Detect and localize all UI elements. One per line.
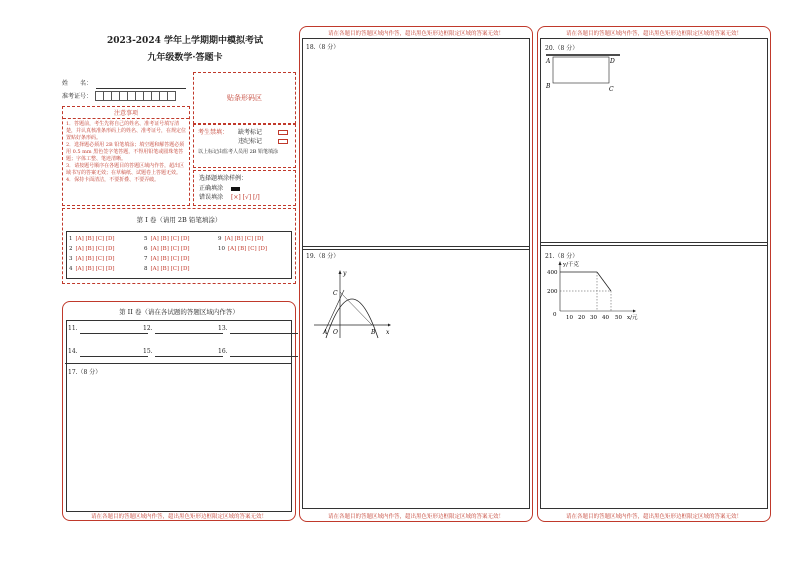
mc-question-9[interactable] [218, 236, 264, 242]
label-x: x [386, 329, 390, 336]
y-axis-arrow [559, 261, 562, 265]
status-label: 考生禁填： [198, 129, 229, 136]
y-tick-400: 400 [547, 270, 558, 276]
price-quantity-graph [543, 259, 643, 325]
notes-title: 注意事项 [63, 108, 189, 119]
wrong-fill-label: 错误填涂 [199, 194, 224, 201]
name-underline [96, 88, 186, 89]
note-item: 4．保持卡面清洁，不要折叠、不要弄破。 [66, 177, 160, 183]
blank-13-number: 13. [218, 325, 228, 332]
mc-number: 1 [69, 236, 73, 242]
exam-title: 2023-2024 学年上学期期中模拟考试 [107, 36, 263, 46]
blank-16-line[interactable] [230, 356, 298, 357]
graph-sloped-segment [597, 272, 611, 291]
mc-options[interactable]: [A] [B] [C] [D] [75, 266, 115, 272]
mc-question-5[interactable] [144, 236, 190, 242]
mc-options[interactable]: [A] [B] [C] [D] [75, 246, 115, 252]
part2-title: 第 II 卷（请在各试题的答题区域内作答） [119, 308, 239, 316]
mc-question-10[interactable] [218, 246, 267, 252]
mc-number: 4 [69, 266, 73, 272]
mc-options[interactable]: [A] [B] [C] [D] [150, 256, 190, 262]
note-item: 1．答题前，考生先将自己的姓名、准考证号填写清楚，并认真核准条形码上的姓名、准考证号，在规定位置贴好条形码。 [66, 121, 187, 141]
mc-number: 8 [144, 266, 148, 272]
blank-divider [65, 363, 291, 364]
question-21-label: 21.（8 分） [545, 253, 579, 260]
mc-options[interactable]: [A] [B] [C] [D] [150, 236, 190, 242]
mc-question-3[interactable] [69, 256, 115, 262]
answer-area-18[interactable] [302, 38, 530, 250]
part1-title: 第 I 卷（请用 2B 铅笔填涂） [136, 216, 222, 224]
barcode-label: 贴条形码区 [227, 94, 262, 102]
note-item: 2．选择题必须用 2B 铅笔填涂；填空题和解答题必须用 0.5 mm 黑色签字笔答题，不得用铅笔或圆珠笔答题；字体工整、笔迹清晰。 [66, 142, 185, 162]
mc-number: 3 [69, 256, 73, 262]
blank-15-line[interactable] [155, 356, 223, 357]
violation-checkbox[interactable] [278, 139, 288, 144]
warning-middle-top: 请在各题目的答题区域内作答，超出黑色矩形边框限定区域的答案无效！ [327, 31, 504, 37]
mc-question-7[interactable] [144, 256, 190, 262]
status-note: 以上标记由监考人员用 2B 铅笔填涂 [198, 149, 279, 155]
absent-checkbox[interactable] [278, 130, 288, 135]
label-b: B [546, 83, 551, 90]
mc-options[interactable]: [A] [B] [C] [D] [228, 246, 268, 252]
mc-options[interactable]: [A] [B] [C] [D] [150, 266, 190, 272]
exam-id-cells[interactable] [96, 91, 176, 101]
parabola-figure [312, 268, 392, 340]
exam-id-label: 准考证号： [62, 93, 93, 100]
x-tick-50: 50 [615, 315, 622, 321]
label-o: O [333, 329, 338, 336]
blank-11-number: 11. [68, 325, 78, 332]
blank-14-number: 14. [68, 348, 78, 355]
correct-fill-mark [231, 187, 240, 191]
warning-left: 请在各题目的答题区域内作答，超出黑色矩形边框限定区域的答案无效！ [90, 514, 267, 520]
x-axis-arrow [388, 324, 391, 327]
mc-number: 5 [144, 236, 148, 242]
part2-answer-box [66, 320, 292, 512]
x-axis-label: x/元 [627, 315, 638, 321]
x-tick-10: 10 [566, 315, 573, 321]
mc-question-4[interactable] [69, 266, 115, 272]
blank-12-number: 12. [143, 325, 153, 332]
y-axis-arrow [339, 270, 342, 274]
line-cb [340, 292, 372, 325]
x-tick-30: 30 [590, 315, 597, 321]
mc-options[interactable]: [A] [B] [C] [D] [75, 256, 115, 262]
x-tick-20: 20 [578, 315, 585, 321]
status-box [193, 124, 296, 168]
label-d: D [610, 58, 615, 65]
notes-box [62, 106, 190, 206]
mc-question-8[interactable] [144, 266, 190, 272]
blank-13-line[interactable] [230, 333, 298, 334]
warning-right-bottom: 请在各题目的答题区域内作答，超出黑色矩形边框限定区域的答案无效！ [565, 514, 742, 520]
label-b: B [371, 329, 376, 336]
mc-question-6[interactable] [144, 246, 190, 252]
x-axis-arrow [633, 310, 636, 313]
warning-right-top: 请在各题目的答题区域内作答，超出黑色矩形边框限定区域的答案无效！ [565, 31, 742, 37]
absent-label: 缺考标记 [238, 129, 263, 136]
rectangle-figure [543, 52, 623, 94]
mc-number: 2 [69, 246, 73, 252]
question-18-label: 18.（8 分） [306, 44, 340, 51]
blank-14-line[interactable] [80, 356, 148, 357]
barcode-area [193, 72, 296, 124]
question-19-label: 19.（8 分） [306, 253, 340, 260]
fill-example-title: 选择题填涂样例： [199, 175, 248, 182]
part2-area [62, 301, 296, 521]
mc-options[interactable]: [A] [B] [C] [D] [150, 246, 190, 252]
name-label: 姓 名： [62, 80, 93, 87]
rectangle-abcd [553, 57, 609, 83]
wrong-fill-marks: [×] [√] [/] [231, 194, 260, 201]
note-item: 3．请按题号顺序在各题目的答题区域内作答，超出区域书写的答案无效；在草稿纸、试题卷上答题无效。 [66, 163, 185, 176]
question-20-label: 20.（8 分） [545, 45, 579, 52]
correct-fill-label: 正确填涂 [199, 185, 224, 192]
y-tick-200: 200 [547, 289, 558, 295]
label-c: C [609, 86, 614, 93]
blank-11-line[interactable] [80, 333, 148, 334]
mc-question-2[interactable] [69, 246, 115, 252]
label-a: A [323, 329, 328, 336]
blank-12-line[interactable] [155, 333, 223, 334]
notes-list [66, 121, 186, 184]
warning-middle-bottom: 请在各题目的答题区域内作答，超出黑色矩形边框限定区域的答案无效！ [327, 514, 504, 520]
label-a: A [546, 58, 551, 65]
blank-16-number: 16. [218, 348, 228, 355]
mc-number: 10 [218, 246, 225, 252]
blank-15-number: 15. [143, 348, 153, 355]
mc-number: 6 [144, 246, 148, 252]
mc-number: 9 [218, 236, 222, 242]
label-c: C [333, 290, 338, 297]
y-axis-label: y/千克 [563, 262, 579, 268]
fill-example-box [193, 170, 296, 206]
subtitle-text: 九年级数学·答题卡 [147, 53, 223, 63]
exam-subtitle [80, 50, 290, 63]
violation-label: 违纪标记 [238, 138, 263, 145]
mc-number: 7 [144, 256, 148, 262]
mc-options[interactable]: [A] [B] [C] [D] [75, 236, 115, 242]
label-y: y [343, 270, 347, 277]
mc-options[interactable]: [A] [B] [C] [D] [224, 236, 264, 242]
mc-question-1[interactable] [69, 236, 115, 242]
x-tick-40: 40 [602, 315, 609, 321]
question-17-label: 17.（8 分） [68, 369, 102, 376]
origin-label: 0 [553, 312, 557, 318]
